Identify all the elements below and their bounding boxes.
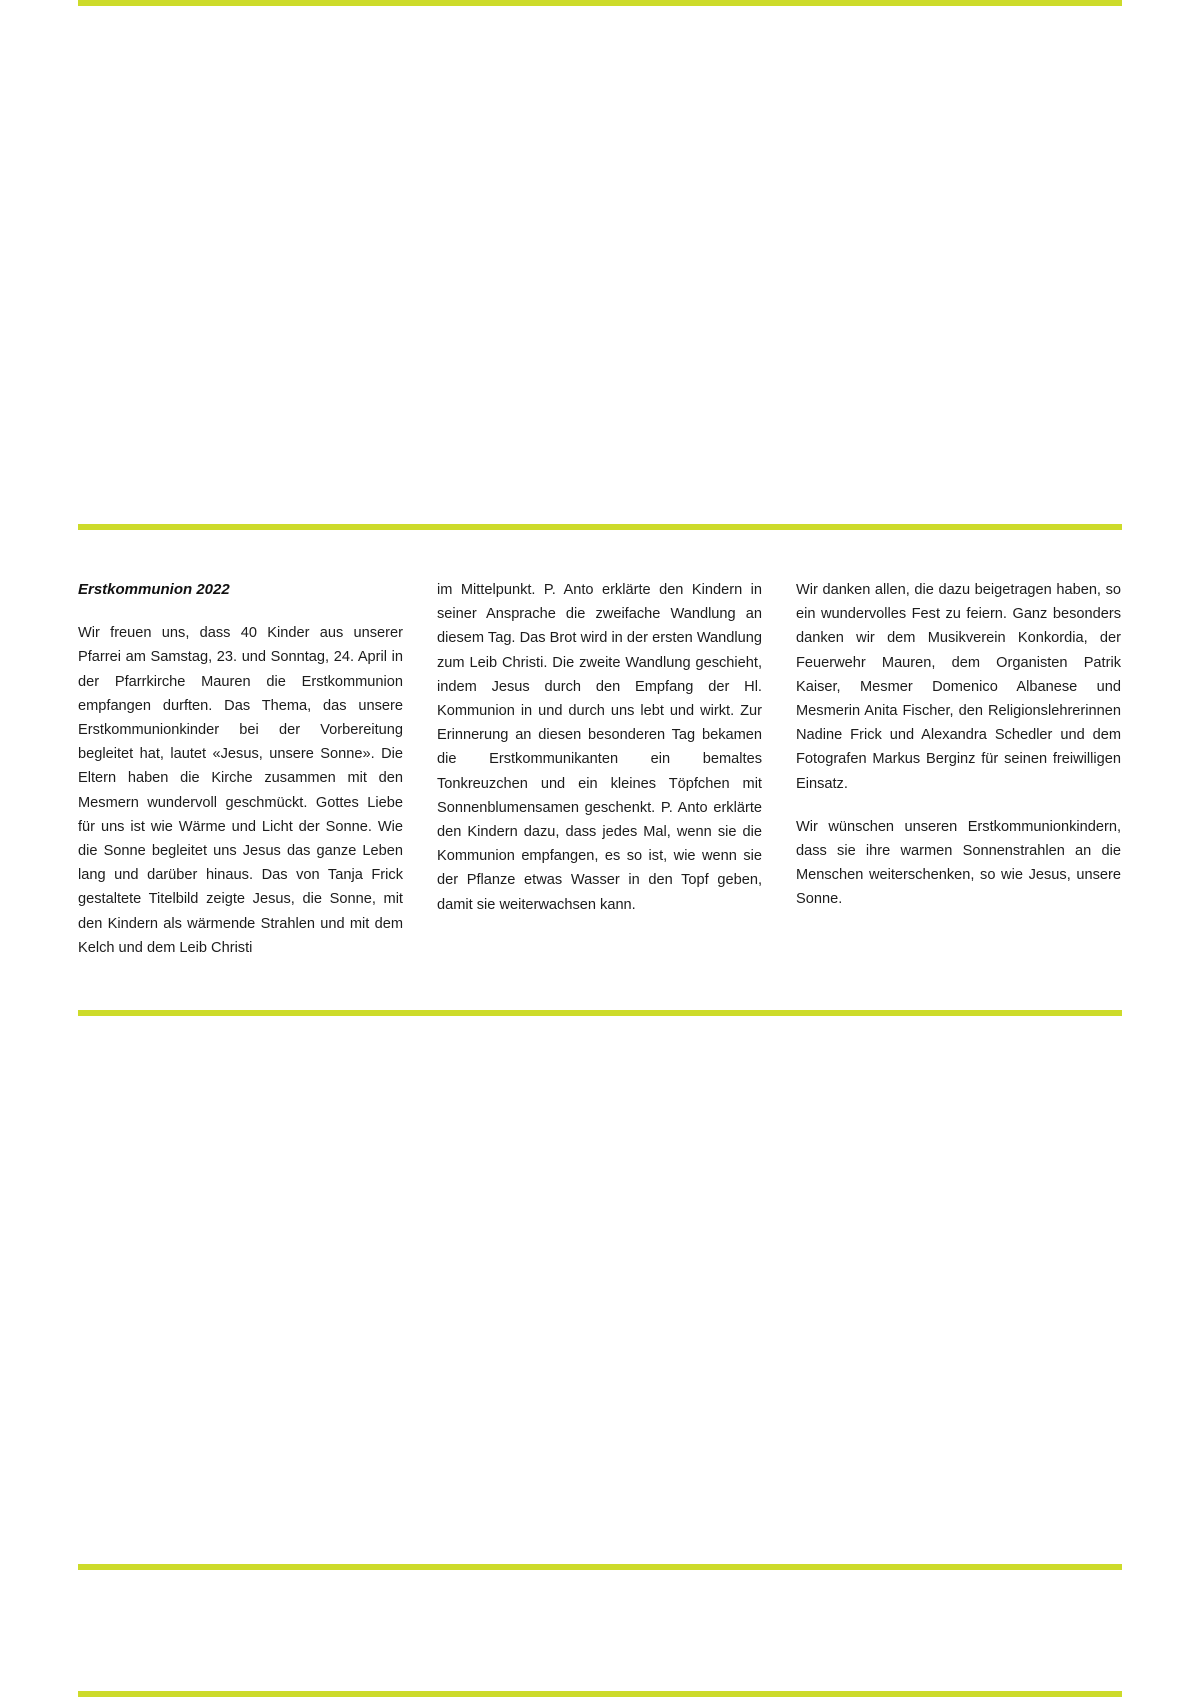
paragraph: Wir wünschen unseren Erstkommunionkindern, dass sie ihre warmen Sonnenstrahlen an die Menschen weiterschenken, so wie Jesus, unsere Sonne.	[796, 818, 1121, 908]
paragraph: Wir freuen uns, dass 40 Kinder aus unserer Pfarrei am Samstag, 23. und Sonntag, 24. April in der Pfarrkirche Mauren die Erstkommunion empfangen durften. Das Thema, das unsere Erstkommunionkinder bei der Vorbereitung begleitet hat, lautet «Jesus, unsere Sonne». Die Eltern haben die Kirche zusammen mit den Mesmern wundervoll geschmückt. Gottes Liebe für uns ist wie Wärme und Licht der Sonne. Wie die Sonne begleitet uns Jesus das ganze Leben lang und darüber hinaus. Das von Tanja Frick gestaltete Titelbild zeigte Jesus, die Sonne, mit den Kindern als wärmende Strahlen und mit dem Kelch und dem Leib Christi	[78, 625, 403, 956]
article-column-2	[437, 578, 762, 988]
accent-rule-page-end	[78, 1691, 1122, 1697]
article-body	[78, 578, 1122, 988]
accent-rule-bottom-top	[78, 1010, 1122, 1016]
paragraph: Wir danken allen, die dazu beigetragen haben, so ein wundervolles Fest zu feiern. Ganz besonders danken wir dem Musikverein Konkordia, der Feuerwehr Mauren, dem Organisten Patrik Kaiser, Mesmer Domenico Albanese und Mesmerin Anita Fischer, den Religionslehrerinnen Nadine Frick und Alexandra Schedler und dem Fotografen Markus Berginz für seinen freiwilligen Einsatz.	[796, 582, 1121, 792]
page-title: Erstkommunion 2022	[78, 581, 230, 598]
paragraph: im Mittelpunkt. P. Anto erklärte den Kindern in seiner Ansprache die zweifache Wandlung an diesem Tag. Das Brot wird in der ersten Wandlung zum Leib Christi. Die zweite Wandlung geschieht, indem Jesus durch den Empfang der Hl. Kommunion in und durch uns lebt und wirkt. Zur Erinnerung an diesen besonderen Tag bekamen die Erstkommunikanten ein bemaltes Tonkreuzchen und ein kleines Töpfchen mit Sonnenblumensamen geschenkt. P. Anto erklärte den Kindern dazu, dass jedes Mal, wenn sie die Kommunion empfangen, es so ist, wie wenn sie der Pflanze etwas Wasser in den Topf geben, damit sie weiterwachsen kann.	[437, 582, 762, 913]
article-column-3	[796, 578, 1121, 988]
accent-rule-top	[78, 0, 1122, 6]
accent-rule-top-bottom	[78, 524, 1122, 530]
article-column-1	[78, 578, 403, 988]
accent-rule-bottom	[78, 1564, 1122, 1570]
